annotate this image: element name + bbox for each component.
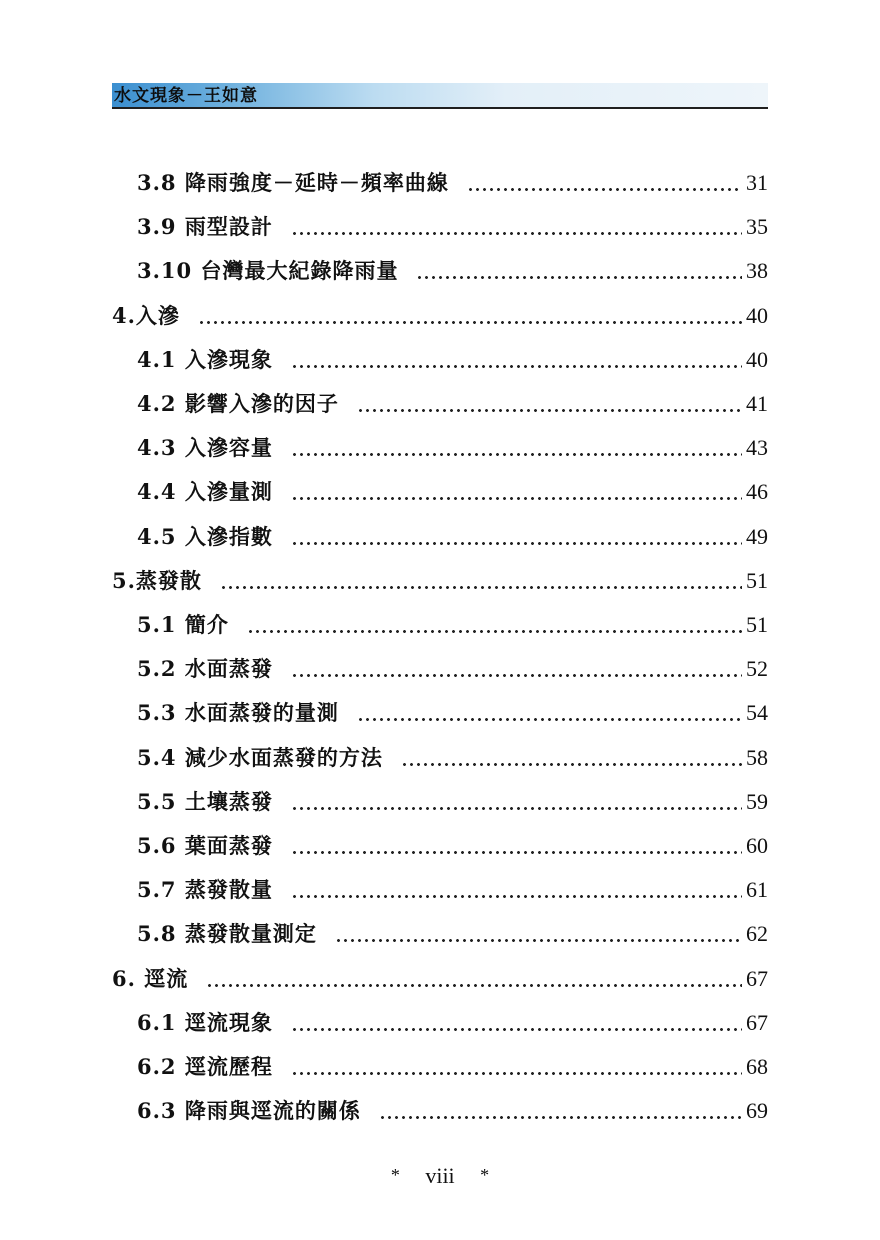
- toc-entry-page: 31: [746, 170, 768, 195]
- page-footer: [0, 1160, 880, 1191]
- dot-leader: [357, 698, 742, 728]
- toc-entry-label: 4.1 入滲現象: [137, 347, 273, 372]
- toc-section-entry[interactable]: [0, 654, 880, 684]
- toc-section-entry[interactable]: [0, 831, 880, 861]
- toc-entry-page: 35: [746, 214, 768, 239]
- toc-entry-page: 40: [746, 347, 768, 372]
- dot-leader: [220, 566, 742, 596]
- dot-leader: [291, 875, 742, 905]
- dot-leader: [335, 919, 742, 949]
- toc-entry-label: 6.2 逕流歷程: [137, 1054, 273, 1079]
- dot-leader: [291, 1052, 742, 1082]
- toc-entry-label: 4.2 影響入滲的因子: [137, 391, 339, 416]
- toc-entry-label: 4.4 入滲量測: [137, 479, 273, 504]
- toc-entry-page: 68: [746, 1054, 768, 1079]
- dot-leader: [291, 1008, 742, 1038]
- toc-entry-page: 51: [746, 568, 768, 593]
- dot-leader: [291, 787, 742, 817]
- dot-leader: [291, 212, 742, 242]
- toc-entry-page: 60: [746, 833, 768, 858]
- ornament-right: *: [480, 1165, 490, 1185]
- toc-entry-label: 3.8 降雨強度－延時－頻率曲線: [137, 170, 449, 195]
- ornament-left: *: [390, 1165, 400, 1185]
- toc-entry-label: 6. 逕流: [112, 966, 189, 991]
- dot-leader: [416, 256, 742, 286]
- toc-section-entry[interactable]: [0, 477, 880, 507]
- toc-chapter-entry[interactable]: [0, 301, 880, 331]
- dot-leader: [198, 301, 742, 331]
- toc-section-entry[interactable]: [0, 389, 880, 419]
- dot-leader: [291, 345, 742, 375]
- toc-entry-label: 6.1 逕流現象: [137, 1010, 273, 1035]
- toc-section-entry[interactable]: [0, 875, 880, 905]
- toc-entry-page: 46: [746, 479, 768, 504]
- toc-entry-page: 40: [746, 303, 768, 328]
- toc-section-entry[interactable]: [0, 168, 880, 198]
- toc-section-entry[interactable]: [0, 256, 880, 286]
- toc-section-entry[interactable]: [0, 345, 880, 375]
- toc-section-entry[interactable]: [0, 1008, 880, 1038]
- toc-chapter-entry[interactable]: [0, 566, 880, 596]
- toc-entry-page: 69: [746, 1098, 768, 1123]
- toc-entry-label: 3.9 雨型設計: [137, 214, 273, 239]
- toc-entry-page: 59: [746, 789, 768, 814]
- toc-entry-page: 67: [746, 1010, 768, 1035]
- toc-chapter-entry[interactable]: [0, 964, 880, 994]
- toc-entry-label: 4.5 入滲指數: [137, 524, 273, 549]
- dot-leader: [291, 433, 742, 463]
- toc-entry-label: 3.10 台灣最大紀錄降雨量: [137, 258, 399, 283]
- toc-entry-page: 41: [746, 391, 768, 416]
- toc-section-entry[interactable]: [0, 743, 880, 773]
- dot-leader: [467, 168, 742, 198]
- toc-section-entry[interactable]: [0, 1052, 880, 1082]
- toc-entry-page: 58: [746, 745, 768, 770]
- dot-leader: [291, 477, 742, 507]
- toc-section-entry[interactable]: [0, 522, 880, 552]
- toc-entry-page: 43: [746, 435, 768, 460]
- toc-entry-label: 5.7 蒸發散量: [137, 877, 273, 902]
- toc-entry-page: 49: [746, 524, 768, 549]
- toc-section-entry[interactable]: [0, 787, 880, 817]
- toc-section-entry[interactable]: [0, 698, 880, 728]
- dot-leader: [357, 389, 742, 419]
- toc-entry-page: 67: [746, 966, 768, 991]
- dot-leader: [291, 831, 742, 861]
- toc-section-entry[interactable]: [0, 433, 880, 463]
- toc-entry-label: 5.6 葉面蒸發: [137, 833, 273, 858]
- toc-entry-page: 54: [746, 700, 768, 725]
- toc-entry-label: 5.1 簡介: [137, 612, 229, 637]
- dot-leader: [379, 1096, 742, 1126]
- toc-section-entry[interactable]: [0, 610, 880, 640]
- dot-leader: [206, 964, 742, 994]
- toc-entry-label: 4.入滲: [112, 303, 180, 328]
- toc-entry-page: 51: [746, 612, 768, 637]
- toc-entry-label: 5.8 蒸發散量測定: [137, 921, 317, 946]
- toc-entry-label: 6.3 降雨與逕流的關係: [137, 1098, 361, 1123]
- dot-leader: [401, 743, 742, 773]
- page-number: viii: [425, 1163, 455, 1188]
- toc-entry-label: 5.3 水面蒸發的量測: [137, 700, 339, 725]
- toc-entry-page: 52: [746, 656, 768, 681]
- toc-entry-page: 61: [746, 877, 768, 902]
- toc-entry-page: 38: [746, 258, 768, 283]
- toc-section-entry[interactable]: [0, 919, 880, 949]
- running-header-title: 水文現象－王如意: [114, 86, 258, 106]
- toc-entry-label: 5.蒸發散: [112, 568, 202, 593]
- toc-entry-label: 5.2 水面蒸發: [137, 656, 273, 681]
- toc-entry-page: 62: [746, 921, 768, 946]
- toc-entry-label: 4.3 入滲容量: [137, 435, 273, 460]
- toc-entry-label: 5.4 減少水面蒸發的方法: [137, 745, 383, 770]
- toc-section-entry[interactable]: [0, 212, 880, 242]
- toc-entry-label: 5.5 土壤蒸發: [137, 789, 273, 814]
- dot-leader: [291, 522, 742, 552]
- toc-section-entry[interactable]: [0, 1096, 880, 1126]
- dot-leader: [247, 610, 742, 640]
- dot-leader: [291, 654, 742, 684]
